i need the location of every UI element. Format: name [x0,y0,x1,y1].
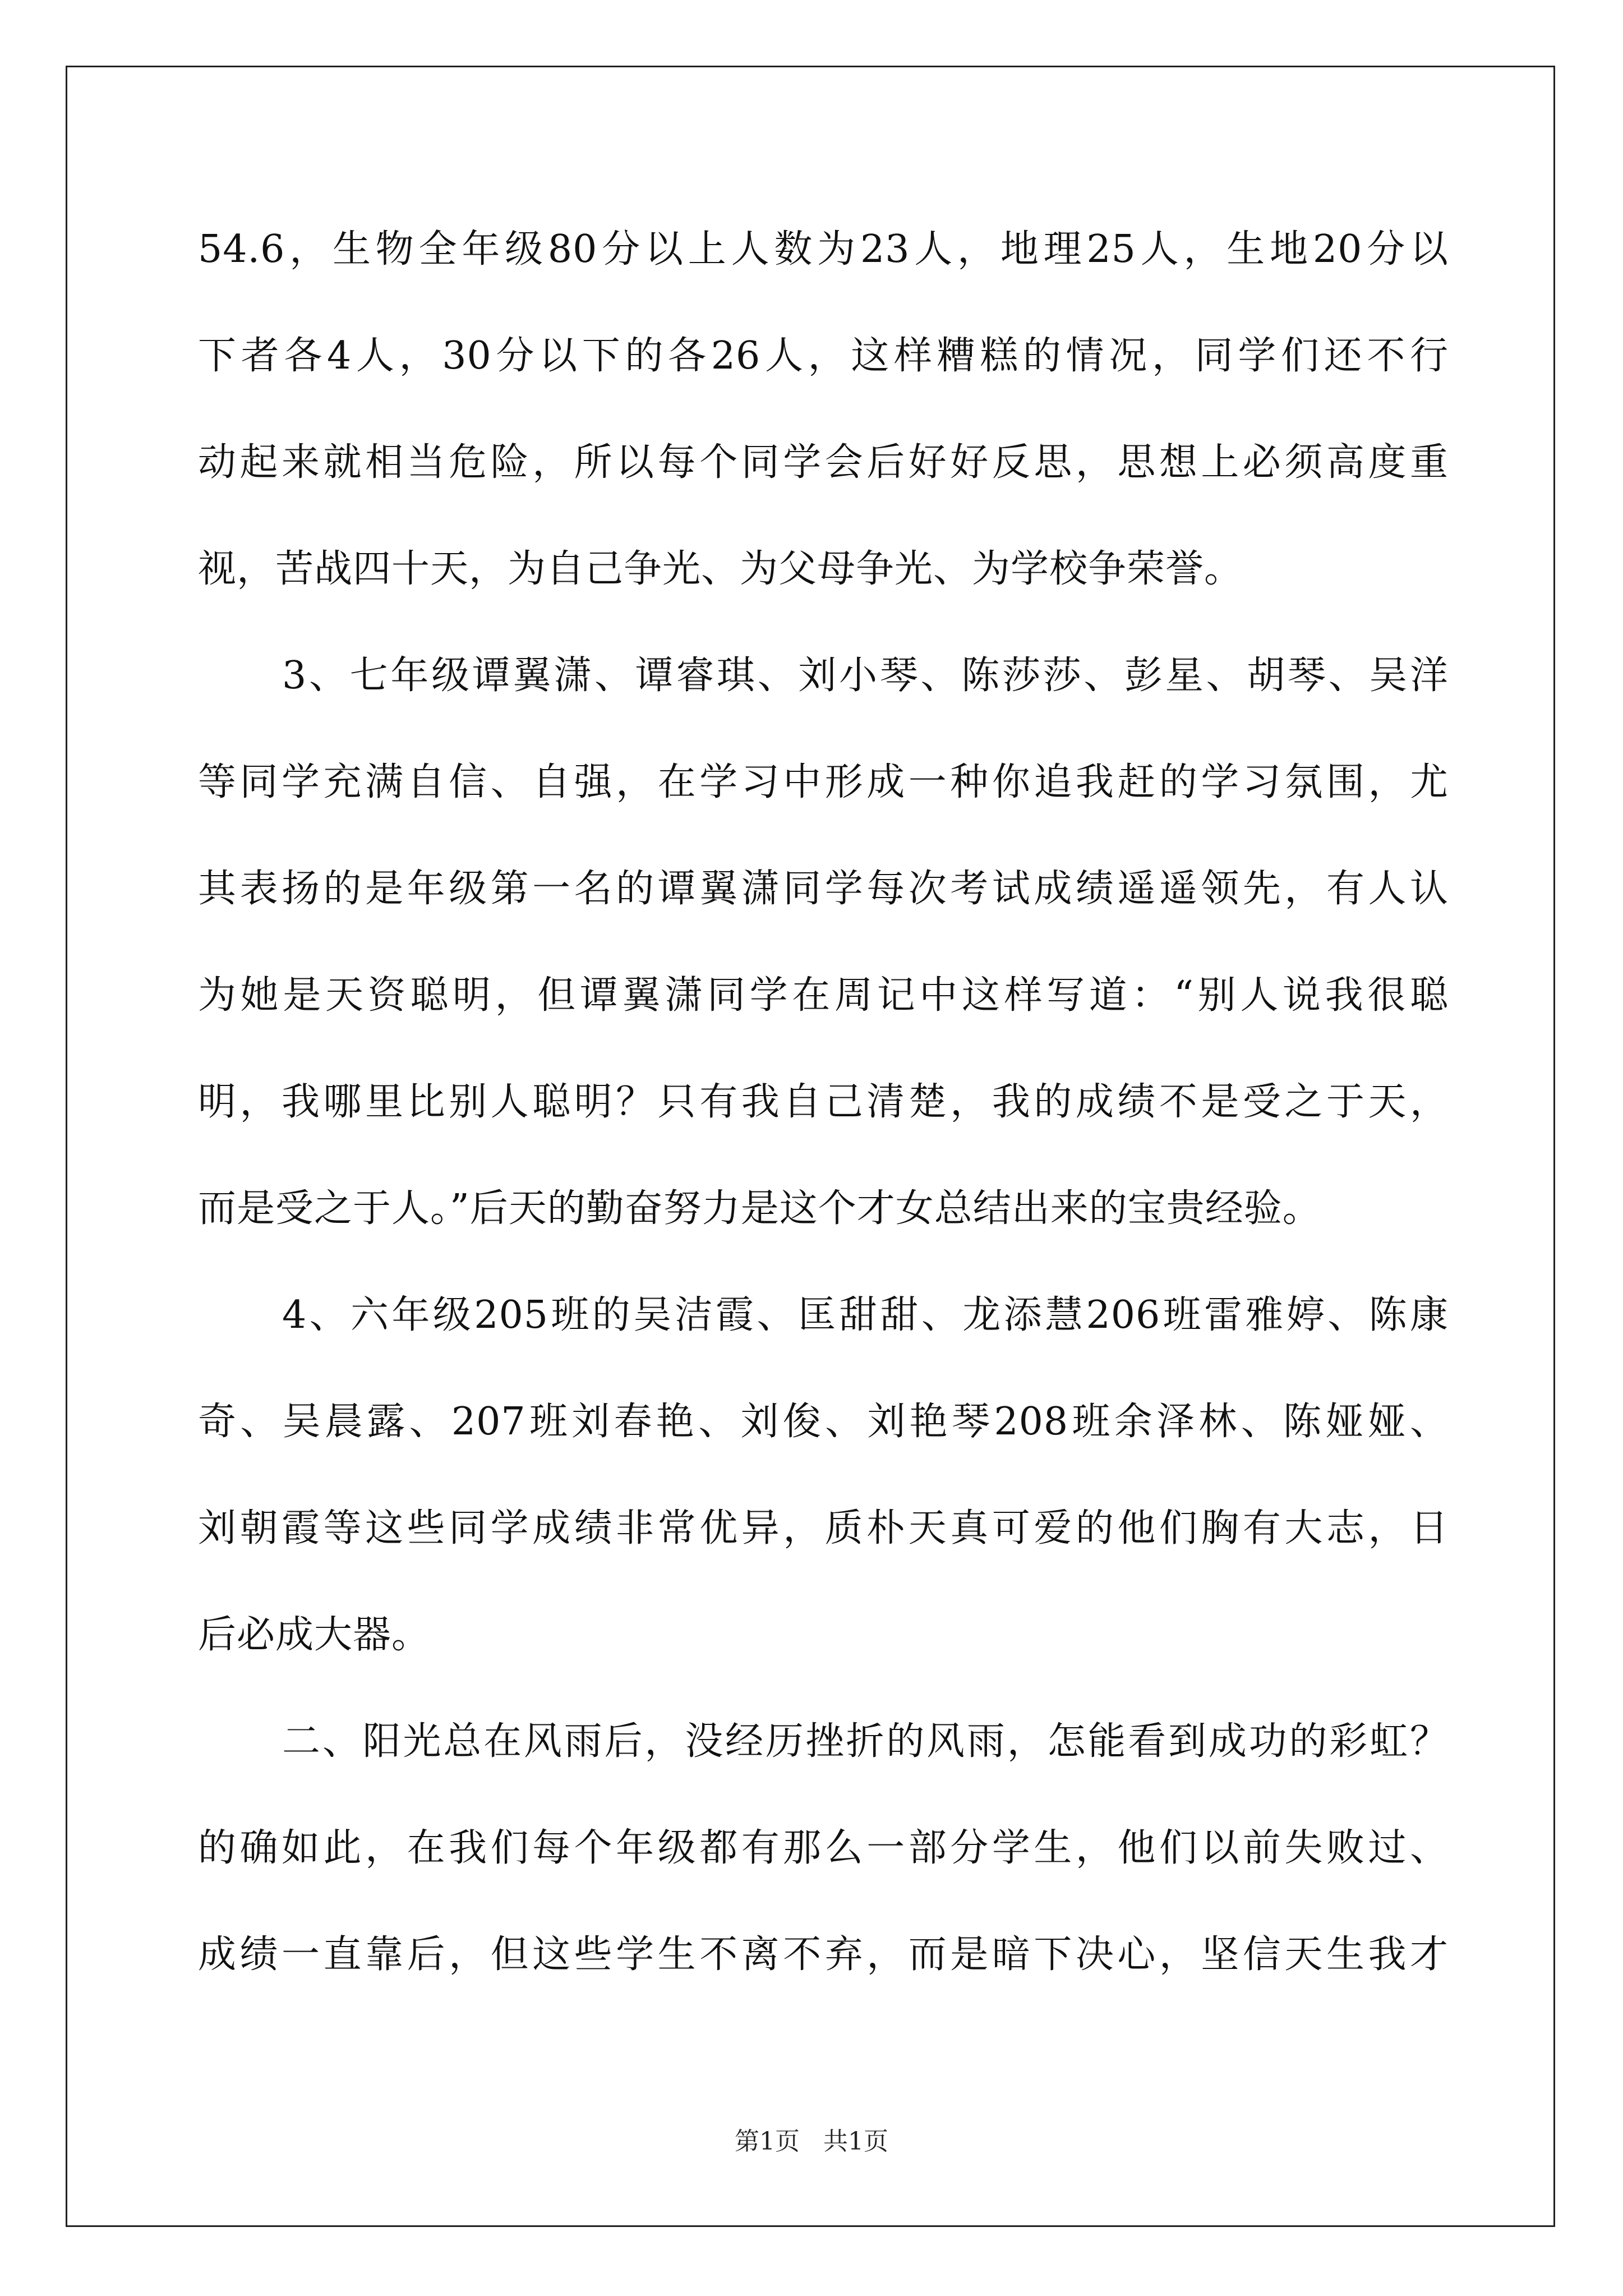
text-line: 为她是天资聪明，但谭翼潇同学在周记中这样写道：“别人说我很聪 [198,973,1449,1018]
page-border [66,66,1555,2227]
paragraph-start-line: 4、六年级205班的吴洁霞、匡甜甜、龙添慧206班雷雅婷、陈康 [282,1293,1449,1337]
paragraph-start-line: 3、七年级谭翼潇、谭睿琪、刘小琴、陈莎莎、彭星、胡琴、吴洋 [282,654,1449,698]
text-line: 等同学充满自信、自强，在学习中形成一种你追我赶的学习氛围，尤 [198,760,1449,804]
text-line: 成绩一直靠后，但这些学生不离不弃，而是暗下决心，坚信天生我才 [198,1932,1449,1977]
text-line: 刘朝霞等这些同学成绩非常优异，质朴天真可爱的他们胸有大志，日 [198,1506,1449,1550]
text-line: 后必成大器。 [198,1613,431,1657]
text-line: 的确如此，在我们每个年级都有那么一部分学生，他们以前失败过、 [198,1826,1449,1870]
text-line: 视，苦战四十天，为自己争光、为父母争光、为学校争荣誉。 [198,547,1243,591]
paragraph-start-line: 二、阳光总在风雨后，没经历挫折的风雨，怎能看到成功的彩虹？ [282,1719,1449,1764]
text-line: 其表扬的是年级第一名的谭翼潇同学每次考试成绩遥遥领先，有人认 [198,867,1449,911]
page-number: 第1页 共1页 [735,2127,888,2156]
text-line: 下者各4人，30分以下的各26人，这样糟糕的情况，同学们还不行 [198,334,1449,378]
text-line: 奇、吴晨露、207班刘春艳、刘俊、刘艳琴208班余泽林、陈娅娅、 [198,1400,1449,1444]
text-line: 54.6，生物全年级80分以上人数为23人，地理25人，生地20分以 [198,227,1449,272]
text-line: 而是受之于人。”后天的勤奋努力是这个才女总结出来的宝贵经验。 [198,1186,1321,1231]
text-line: 动起来就相当危险，所以每个同学会后好好反思，思想上必须高度重 [198,440,1449,485]
text-line: 明，我哪里比别人聪明？只有我自己清楚，我的成绩不是受之于天， [198,1080,1449,1124]
